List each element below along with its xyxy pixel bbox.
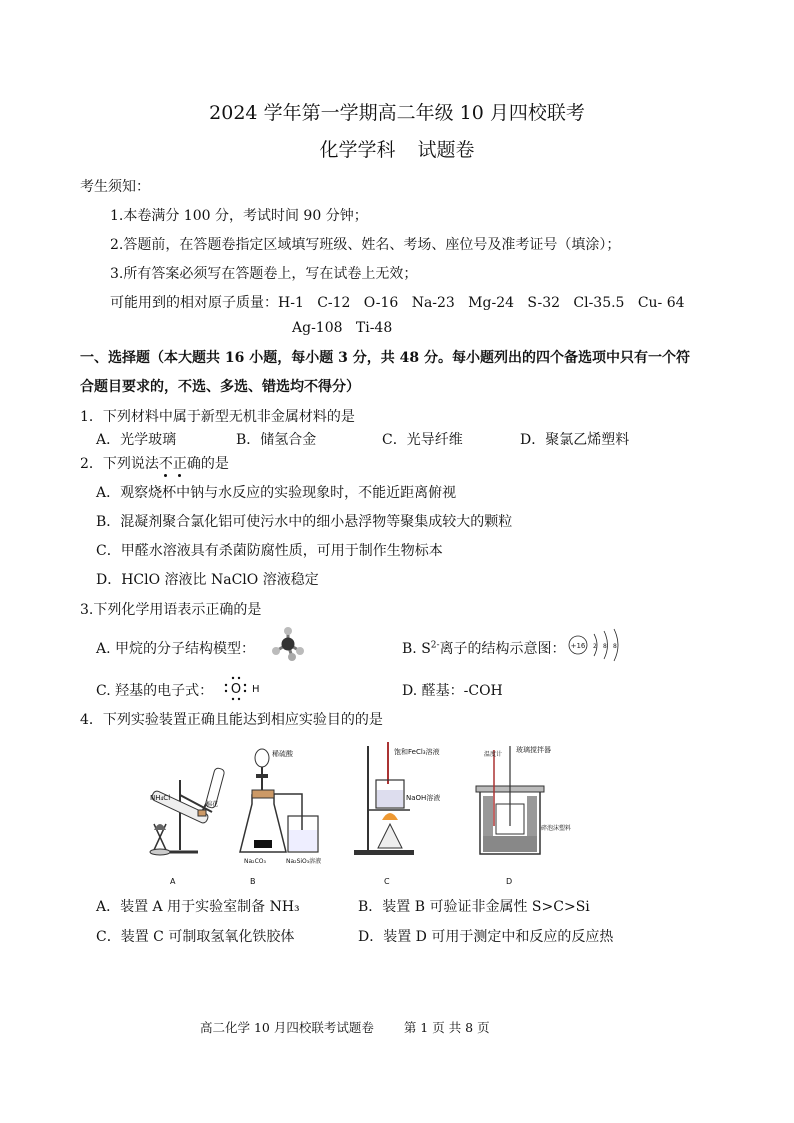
q3-option-d: D. 醛基：-COH	[402, 683, 503, 699]
apparatus-b	[240, 749, 321, 886]
label-d-thermo: 温度计	[484, 751, 503, 758]
q4-option-c: C．装置 C 可制取氢氧化铁胶体	[96, 929, 295, 945]
electron-formula-h: H	[252, 684, 260, 695]
q1-stem: 1．下列材料中属于新型无机非金属材料的是	[80, 409, 355, 425]
q3-option-a: A. 甲烷的分子结构模型：	[96, 641, 256, 657]
exam-title: 2024 学年第一学期高二年级 10 月四校联考	[209, 102, 585, 124]
apparatus-d	[476, 745, 571, 886]
q3-option-b-sup: 2-	[430, 640, 440, 651]
label-d-foam: 碎泡沫塑料	[541, 825, 572, 832]
paper-label: 试题卷	[417, 139, 475, 161]
label-b-left: Na₂CO₃	[244, 858, 266, 865]
q2-stem	[80, 453, 229, 473]
section-heading-line2: 合题目要求的，不选、多选、错选均不得分）	[80, 379, 360, 395]
q4-option-b: B．装置 B 可验证非金属性 S>C>Si	[358, 899, 590, 915]
methane-model-icon	[270, 626, 306, 662]
q3-option-c: C. 羟基的电子式：	[96, 683, 214, 699]
notice-heading: 考生须知：	[80, 179, 150, 195]
electron-formula-o: O	[230, 682, 242, 697]
label-b-acid: 稀硫酸	[272, 750, 293, 758]
footer-title: 高二化学 10 月四校联考试题卷	[200, 1020, 374, 1035]
q4-option-d: D．装置 D 可用于测定中和反应的反应热	[358, 929, 614, 945]
apparatus-c	[354, 742, 440, 886]
ion-shell-2: 8	[603, 643, 607, 650]
q2-option-c: C．甲醛水溶液具有杀菌防腐性质，可用于制作生物标本	[96, 543, 443, 559]
q2-stem-emph-2: 正	[172, 456, 187, 472]
apparatus-a	[150, 767, 225, 886]
sulfide-ion-structure-icon	[566, 628, 630, 662]
notice-item-3: 3.所有答案必须写在答题卷上，写在试卷上无效；	[110, 266, 418, 282]
notice-item-1: 1.本卷满分 100 分，考试时间 90 分钟；	[110, 208, 368, 224]
q4-stem: 4．下列实验装置正确且能达到相应实验目的的是	[80, 712, 383, 728]
ion-nucleus-label: +16	[570, 642, 586, 650]
q2-stem-pre: 2．下列说法	[80, 456, 159, 472]
label-b-right: Na₂SiO₃溶液	[286, 858, 322, 865]
q3-option-b-pre: B. S	[402, 641, 431, 657]
q3-option-b-post: 离子的结构示意图：	[439, 641, 566, 657]
label-a-reagent: NH₄Cl	[150, 794, 171, 802]
exam-subtitle	[0, 135, 794, 162]
label-c: C	[384, 877, 390, 886]
section-heading-line1: 一、选择题（本大题共 16 小题，每小题 3 分，共 48 分。每小题列出的四个备选项中只有一个符	[80, 350, 690, 366]
q1-option-d: D．聚氯乙烯塑料	[520, 432, 630, 448]
label-c-top: 饱和FeCl₃溶液	[394, 748, 440, 756]
q4-apparatus-figure	[140, 740, 572, 890]
label-d: D	[506, 877, 513, 886]
label-b: B	[250, 877, 256, 886]
ion-shell-3: 8	[613, 643, 617, 650]
q1-option-c: C．光导纤维	[382, 432, 463, 448]
ion-shell-1: 2	[593, 643, 597, 650]
q1-option-b: B．储氢合金	[236, 432, 317, 448]
label-c-mid: NaOH溶液	[406, 794, 441, 802]
notice-item-2: 2.答题前，在答题卷指定区域填写班级、姓名、考场、座位号及准考证号（填涂）；	[110, 237, 621, 253]
subject-label: 化学学科	[319, 139, 396, 161]
label-a: A	[170, 877, 176, 886]
footer-page-number: 第 1 页 共 8 页	[403, 1020, 490, 1035]
q1-option-a: A．光学玻璃	[96, 432, 177, 448]
label-d-stirrer: 玻璃搅拌器	[516, 746, 551, 754]
q3-stem: 3.下列化学用语表示正确的是	[80, 602, 262, 618]
hydroxyl-electron-formula-icon	[222, 674, 262, 702]
page-footer	[200, 1018, 490, 1036]
q2-option-b: B．混凝剂聚合氯化铝可使污水中的细小悬浮物等聚集成较大的颗粒	[96, 514, 513, 530]
label-a-cotton: 棉花	[206, 801, 219, 808]
q2-option-a: A．观察烧杯中钠与水反应的实验现象时，不能近距离俯视	[96, 485, 457, 501]
q2-stem-post: 确的是	[186, 456, 229, 472]
q3-option-b	[402, 638, 566, 658]
q2-stem-emph-1: 不	[158, 456, 173, 472]
atomic-masses-line2: Ag-108 Ti-48	[292, 320, 393, 336]
q2-option-d: D．HClO 溶液比 NaClO 溶液稳定	[96, 572, 319, 588]
q4-option-a: A．装置 A 用于实验室制备 NH₃	[96, 899, 300, 915]
atomic-masses-line1: 可能用到的相对原子质量：H-1 C-12 O-16 Na-23 Mg-24 S-32 Cl-35.5 Cu- 64	[110, 295, 685, 311]
